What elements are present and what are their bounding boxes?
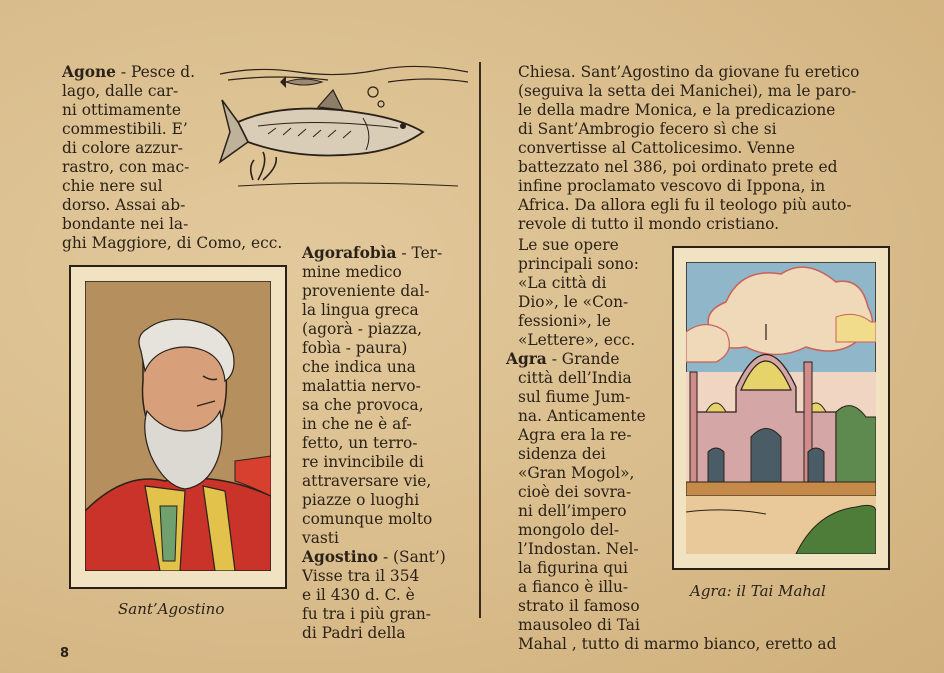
text-line: Agra era la re- bbox=[518, 426, 632, 444]
text-line: convertisse al Cattolicesimo. Venne bbox=[518, 139, 795, 157]
text-line: la figurina qui bbox=[518, 559, 628, 577]
text-line: la lingua greca bbox=[302, 301, 419, 319]
text-line: mausoleo di Tai bbox=[518, 616, 640, 634]
text-line: bondante nei la- bbox=[62, 215, 189, 233]
taj-mahal-illustration bbox=[686, 262, 876, 554]
text-line: sul fiume Jum- bbox=[518, 388, 631, 406]
text-line: vasti bbox=[302, 529, 339, 547]
text-line: Agra - Grande bbox=[506, 350, 620, 368]
text-line: lago, dalle car- bbox=[62, 82, 179, 100]
text-line: comunque molto bbox=[302, 510, 433, 528]
text-line: mongolo del- bbox=[518, 521, 620, 539]
text-line: infine proclamato vescovo di Ippona, in bbox=[518, 177, 826, 195]
text-line: cioè dei sovra- bbox=[518, 483, 632, 501]
text-line: di colore azzur- bbox=[62, 139, 183, 157]
text-line: l’Indostan. Nel- bbox=[518, 540, 639, 558]
text-line: e il 430 d. C. è bbox=[302, 586, 415, 604]
text-line: na. Anticamente bbox=[518, 407, 646, 425]
text-line: dorso. Assai ab- bbox=[62, 196, 186, 214]
text-line: ghi Maggiore, di Como, ecc. bbox=[62, 234, 283, 252]
text-line: di Padri della bbox=[302, 624, 406, 642]
text-line: revole di tutto il mondo cristiano. bbox=[518, 215, 780, 233]
portrait-frame bbox=[69, 265, 287, 589]
portrait-saint-augustine bbox=[85, 281, 271, 571]
text-line: attraversare vie, bbox=[302, 472, 432, 490]
text-line: che indica una bbox=[302, 358, 416, 376]
text-line: principali sono: bbox=[518, 255, 639, 273]
taj-mahal-caption: Agra: il Tai Mahal bbox=[690, 582, 826, 600]
fish-illustration bbox=[218, 62, 470, 200]
text-line: proveniente dal- bbox=[302, 282, 430, 300]
text-line: commestibili. E’ bbox=[62, 120, 188, 138]
text-line: a fianco è illu- bbox=[518, 578, 629, 596]
text-line: chie nere sul bbox=[62, 177, 163, 195]
text-line: Le sue opere bbox=[518, 236, 619, 254]
text-line: Agorafobìa - Ter- bbox=[302, 244, 443, 262]
text-line: Agostino - (Sant’) bbox=[302, 548, 446, 566]
text-line: «La città di bbox=[518, 274, 607, 292]
text-line: strato il famoso bbox=[518, 597, 640, 615]
text-line: ni dell’impero bbox=[518, 502, 627, 520]
text-line: Africa. Da allora egli fu il teologo più auto- bbox=[518, 196, 852, 214]
page-number: 8 bbox=[60, 646, 70, 661]
text-line: di Sant’Ambrogio fecero sì che si bbox=[518, 120, 777, 138]
text-line: rastro, con mac- bbox=[62, 158, 190, 176]
text-line: città dell’India bbox=[518, 369, 632, 387]
text-line: Mahal , tutto di marmo bianco, eretto ad bbox=[518, 635, 837, 653]
text-line: malattia nervo- bbox=[302, 377, 421, 395]
text-line: sidenza dei bbox=[518, 445, 606, 463]
text-line: Visse tra il 354 bbox=[302, 567, 420, 585]
text-line: fessioni», le bbox=[518, 312, 611, 330]
text-line: re invincibile di bbox=[302, 453, 424, 471]
text-line: fetto, un terro- bbox=[302, 434, 418, 452]
portrait-caption: Sant’Agostino bbox=[118, 600, 225, 618]
text-line: Agone - Pesce d. bbox=[62, 63, 195, 81]
text-line: fu tra i più gran- bbox=[302, 605, 432, 623]
text-line: sa che provoca, bbox=[302, 396, 424, 414]
text-line: «Gran Mogol», bbox=[518, 464, 635, 482]
text-line: mine medico bbox=[302, 263, 402, 281]
text-line: piazze o luoghi bbox=[302, 491, 420, 509]
text-line: (agorà - piazza, bbox=[302, 320, 423, 338]
taj-mahal-frame bbox=[672, 246, 890, 570]
text-line: in che ne è af- bbox=[302, 415, 412, 433]
text-line: battezzato nel 386, poi ordinato prete ed bbox=[518, 158, 838, 176]
text-line: (seguiva la setta dei Manichei), ma le paro- bbox=[518, 82, 857, 100]
text-line: le della madre Monica, e la predicazione bbox=[518, 101, 836, 119]
text-line: Dio», le «Con- bbox=[518, 293, 629, 311]
column-divider bbox=[479, 62, 481, 618]
text-line: fobìa - paura) bbox=[302, 339, 408, 357]
text-line: Chiesa. Sant’Agostino da giovane fu eretico bbox=[518, 63, 860, 81]
text-line: «Lettere», ecc. bbox=[518, 331, 636, 349]
text-line: ni ottimamente bbox=[62, 101, 181, 119]
